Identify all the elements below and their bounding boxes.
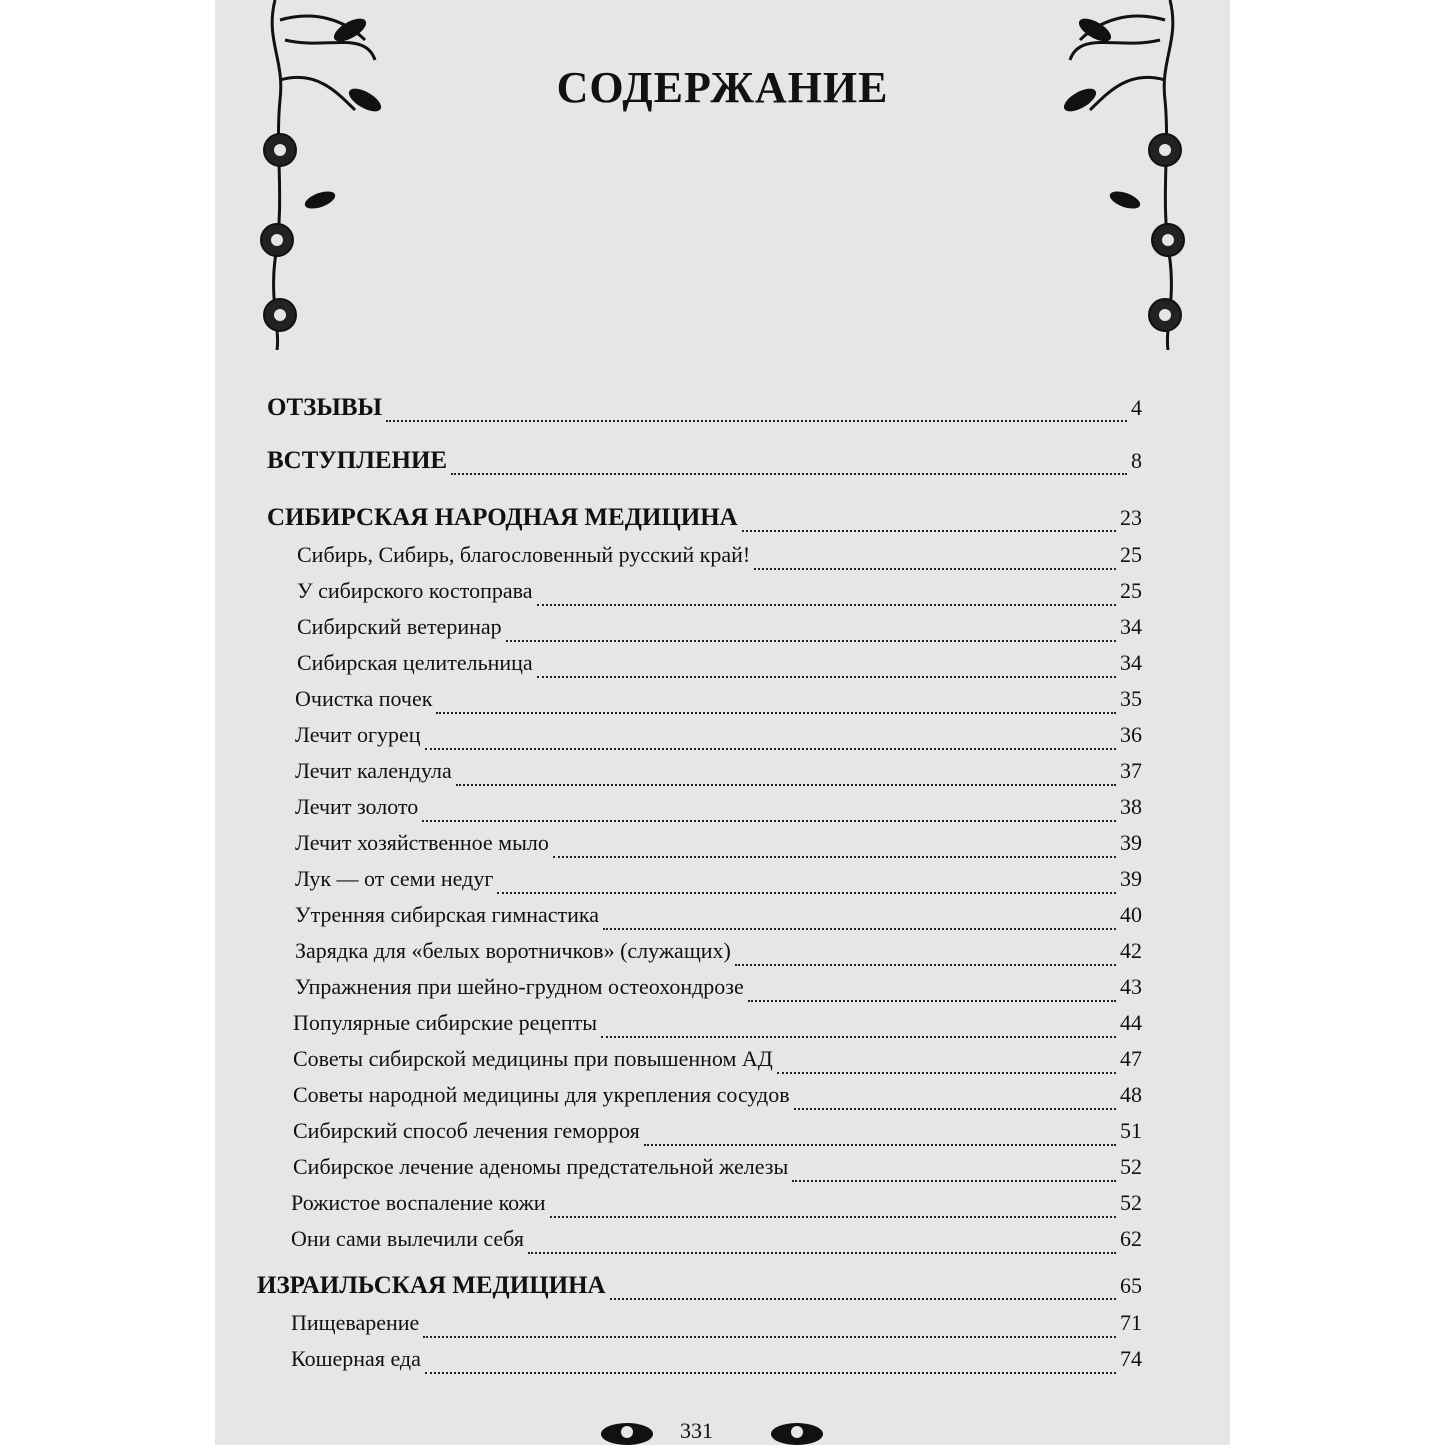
- toc-entry-title: ИЗРАИЛЬСКАЯ МЕДИЦИНА: [257, 1272, 606, 1299]
- toc-leader-dots: [506, 639, 1116, 642]
- toc-entry[interactable]: [293, 1118, 1142, 1154]
- toc-entry-page: 25: [1120, 578, 1142, 603]
- toc-entry-page: 47: [1120, 1046, 1142, 1071]
- toc-entry-title: Упражнения при шейно-грудном остеохондрозе: [295, 974, 744, 999]
- toc-entry[interactable]: [295, 938, 1142, 974]
- toc-entry-title: Сибирский способ лечения геморроя: [293, 1118, 640, 1143]
- floral-ornament-right-icon: [1050, 0, 1190, 350]
- toc-entry-page: 71: [1120, 1310, 1142, 1335]
- toc-leader-dots: [451, 472, 1127, 475]
- toc-leader-dots: [794, 1107, 1116, 1110]
- toc-entry-page: 37: [1120, 758, 1142, 783]
- toc-entry-page: 43: [1120, 974, 1142, 999]
- toc-entry[interactable]: [297, 650, 1142, 686]
- toc-entry-title: Популярные сибирские рецепты: [293, 1010, 598, 1035]
- toc-entry[interactable]: [291, 1226, 1142, 1262]
- toc-entry-page: 65: [1120, 1273, 1142, 1298]
- toc-entry-title: СИБИРСКАЯ НАРОДНАЯ МЕДИЦИНА: [267, 504, 738, 531]
- toc-entry[interactable]: [295, 866, 1142, 902]
- toc-entry-page: 36: [1120, 722, 1142, 747]
- toc-entry-page: 48: [1120, 1082, 1142, 1107]
- toc-leader-dots: [423, 1335, 1116, 1338]
- toc-leader-dots: [436, 711, 1116, 714]
- toc-entry-title: Сибирское лечение аденомы предстательной железы: [293, 1154, 789, 1179]
- toc-leader-dots: [754, 567, 1116, 570]
- toc-entry-title: ВСТУПЛЕНИЕ: [267, 447, 448, 474]
- toc-leader-dots: [425, 747, 1116, 750]
- toc-entry-page: 23: [1120, 505, 1142, 530]
- toc-entry[interactable]: [293, 1082, 1142, 1118]
- toc-entry[interactable]: [295, 686, 1142, 722]
- toc-leader-dots: [792, 1179, 1116, 1182]
- toc-leader-dots: [528, 1251, 1116, 1254]
- toc-entry[interactable]: [295, 794, 1142, 830]
- toc-entry-title: Рожистое воспаление кожи: [291, 1190, 546, 1215]
- toc-leader-dots: [386, 419, 1127, 422]
- toc-leader-dots: [537, 603, 1116, 606]
- toc-entry[interactable]: [295, 830, 1142, 866]
- book-page: [215, 0, 1230, 1445]
- toc-entry-page: 34: [1120, 614, 1142, 639]
- toc-leader-dots: [425, 1371, 1116, 1374]
- toc-entry[interactable]: [297, 542, 1142, 578]
- toc-leader-dots: [735, 963, 1116, 966]
- toc-entry[interactable]: [297, 578, 1142, 614]
- toc-entry-page: 38: [1120, 794, 1142, 819]
- toc-entry[interactable]: [291, 1190, 1142, 1226]
- toc-entry-page: 8: [1131, 448, 1142, 473]
- toc-entry-page: 25: [1120, 542, 1142, 567]
- toc-entry-title: Лечит календула: [295, 758, 452, 783]
- page-footer: [215, 1414, 1230, 1445]
- toc-entry[interactable]: [257, 1272, 1142, 1308]
- toc-entry-title: Пищеварение: [291, 1310, 420, 1335]
- toc-entry-title: У сибирского костоправа: [297, 578, 533, 603]
- toc-entry-page: 52: [1120, 1190, 1142, 1215]
- toc-entry-page: 62: [1120, 1226, 1142, 1251]
- toc-leader-dots: [497, 891, 1116, 894]
- toc-leader-dots: [742, 529, 1116, 532]
- toc-entry-title: Сибирь, Сибирь, благословенный русский край!: [297, 542, 751, 567]
- toc-leader-dots: [553, 855, 1116, 858]
- toc-leader-dots: [603, 927, 1116, 930]
- toc-entry-page: 74: [1120, 1346, 1142, 1371]
- toc-entry[interactable]: [295, 902, 1142, 938]
- toc-entry-page: 39: [1120, 866, 1142, 891]
- toc-leader-dots: [537, 675, 1116, 678]
- toc-leader-dots: [601, 1035, 1116, 1038]
- toc-entry-page: 4: [1131, 395, 1142, 420]
- toc-entry-page: 39: [1120, 830, 1142, 855]
- toc-entry[interactable]: [295, 974, 1142, 1010]
- toc-leader-dots: [748, 999, 1116, 1002]
- toc-entry[interactable]: [293, 1010, 1142, 1046]
- toc-entry[interactable]: [297, 614, 1142, 650]
- toc-entry-title: Советы народной медицины для укрепления сосудов: [293, 1082, 790, 1107]
- toc-entry[interactable]: [267, 447, 1142, 483]
- page-title: СОДЕРЖАНИЕ: [556, 63, 889, 112]
- toc-leader-dots: [456, 783, 1116, 786]
- toc-entry-title: Сибирский ветеринар: [297, 614, 502, 639]
- page-number: 331: [680, 1418, 713, 1443]
- toc-entry-page: 42: [1120, 938, 1142, 963]
- toc-entry[interactable]: [267, 504, 1142, 540]
- toc-entry-page: 34: [1120, 650, 1142, 675]
- toc-entry-page: 44: [1120, 1010, 1142, 1035]
- toc-entry-page: 52: [1120, 1154, 1142, 1179]
- toc-entry[interactable]: [267, 394, 1142, 430]
- toc-leader-dots: [610, 1297, 1116, 1300]
- toc-entry[interactable]: [291, 1310, 1142, 1346]
- floral-ornament-left-icon: [255, 0, 395, 350]
- toc-entry-title: Сибирская целительница: [297, 650, 533, 675]
- toc-leader-dots: [550, 1215, 1116, 1218]
- toc-entry-title: Лук — от семи недуг: [295, 866, 494, 891]
- toc-entry-page: 51: [1120, 1118, 1142, 1143]
- toc-entry-title: Советы сибирской медицины при повышенном АД: [293, 1046, 773, 1071]
- toc-entry[interactable]: [291, 1346, 1142, 1382]
- toc-entry[interactable]: [293, 1154, 1142, 1190]
- toc-entry-title: Зарядка для «белых воротничков» (служащих): [295, 938, 731, 963]
- toc-entry-title: Очистка почек: [295, 686, 433, 711]
- toc-entry-title: Лечит золото: [295, 794, 419, 819]
- toc-entry-title: Утренняя сибирская гимнастика: [295, 902, 600, 927]
- toc-entry-title: Лечит огурец: [295, 722, 421, 747]
- toc-entry[interactable]: [295, 722, 1142, 758]
- toc-leader-dots: [644, 1143, 1116, 1146]
- toc-entry[interactable]: [295, 758, 1142, 794]
- toc-entry-page: 40: [1120, 902, 1142, 927]
- toc-leader-dots: [777, 1071, 1116, 1074]
- toc-entry-title: Они сами вылечили себя: [291, 1226, 524, 1251]
- toc-entry-title: ОТЗЫВЫ: [267, 394, 383, 421]
- toc-entry-title: Лечит хозяйственное мыло: [295, 830, 549, 855]
- toc-entry[interactable]: [293, 1046, 1142, 1082]
- toc-entry-title: Кошерная еда: [291, 1346, 421, 1371]
- footer-flower-left-icon: [597, 1414, 657, 1445]
- footer-flower-right-icon: [767, 1414, 827, 1445]
- toc-leader-dots: [422, 819, 1116, 822]
- toc-entry-page: 35: [1120, 686, 1142, 711]
